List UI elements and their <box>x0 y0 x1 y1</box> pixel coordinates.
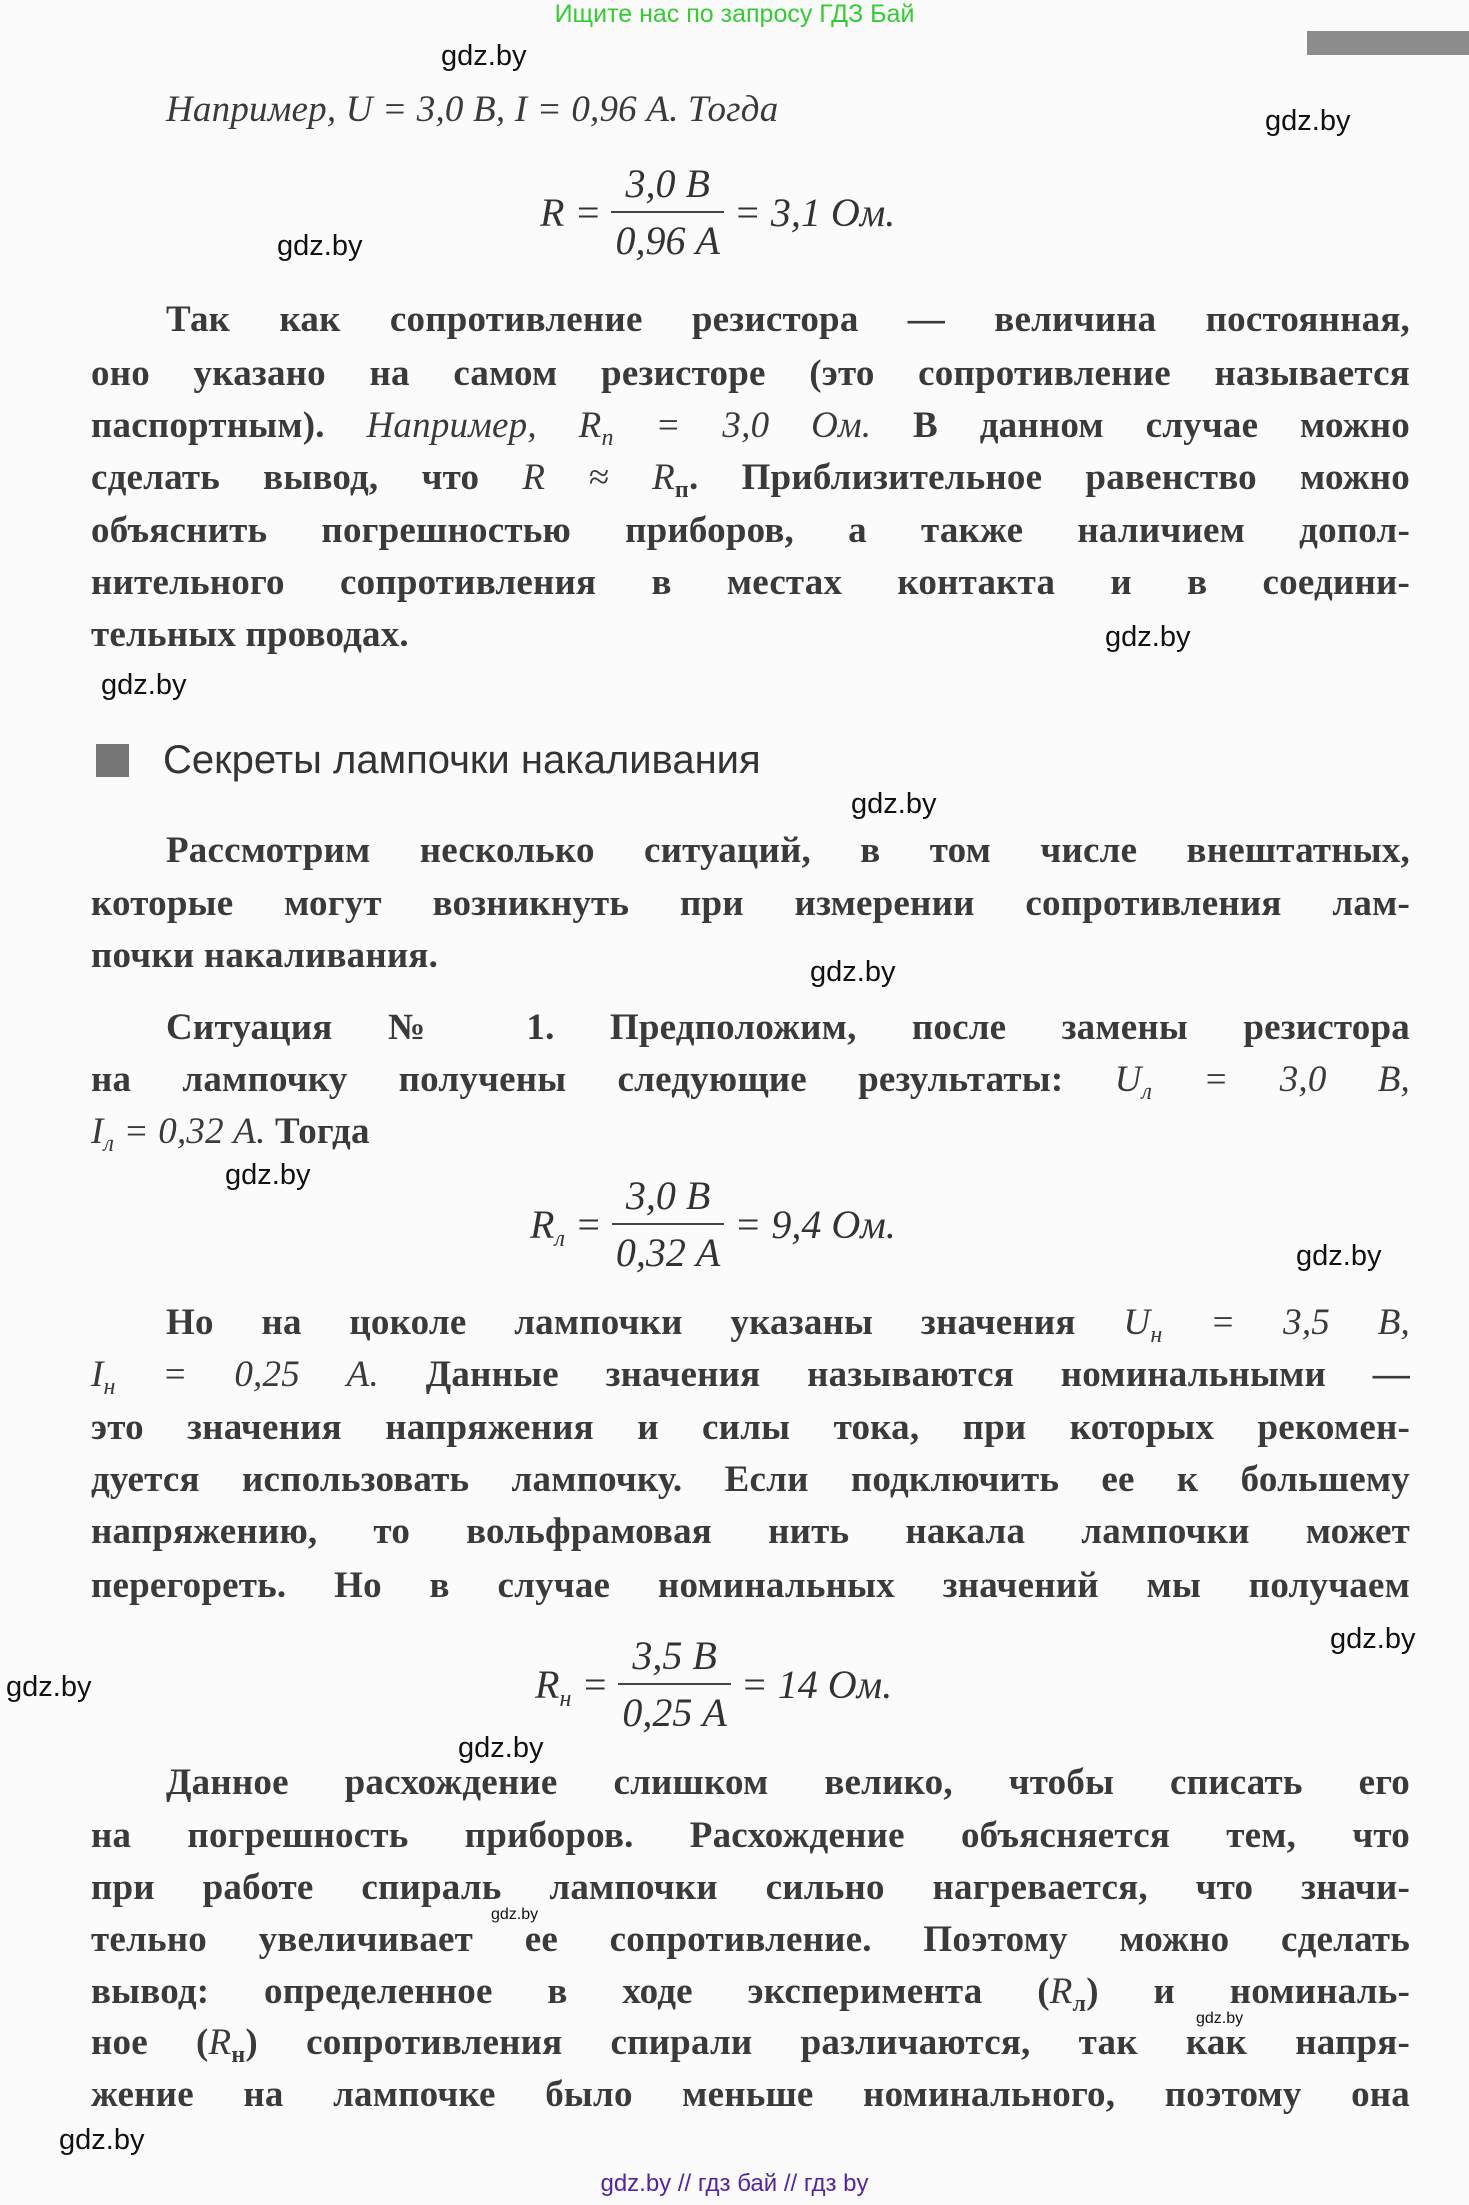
watermark: gdz.by <box>458 1732 544 1764</box>
text-segment: напряжению, то вольфрамовая нить накала лампочки может <box>91 1511 1410 1552</box>
text-segment: п <box>601 425 614 451</box>
text-line <box>166 1006 1410 1050</box>
watermark: gdz.by <box>851 788 937 820</box>
text-segment: которые могут возникнуть при измерении сопротивления лам- <box>91 883 1410 924</box>
heading-square-icon <box>96 744 129 777</box>
text-line <box>91 1110 1410 1157</box>
text-line <box>91 1918 1410 1962</box>
numerator: 3,5 В <box>618 1632 730 1685</box>
formula-rn <box>535 1632 892 1736</box>
text-line <box>91 882 1410 926</box>
formula-lhs: $R_н$ = <box>535 1661 609 1712</box>
formula-r <box>540 160 895 264</box>
text-segment: почки накаливания. <box>91 935 439 976</box>
text-line <box>166 88 1410 132</box>
text-line <box>91 456 1410 503</box>
formula-lhs: R = <box>540 189 602 235</box>
text-segment: жение на лампочке было меньше номинального, поэтому она <box>91 2074 1410 2115</box>
text-segment: = 3,0 Ом. <box>613 405 872 446</box>
watermark: gdz.by <box>277 230 363 262</box>
text-segment: н <box>1150 1322 1163 1348</box>
text-segment: на погрешность приборов. Расхождение объясняется тем, что <box>91 1815 1410 1856</box>
text-line <box>91 1814 1410 1858</box>
denominator: 0,96 А <box>615 218 720 263</box>
text-segment: сделать вывод, что <box>91 457 523 498</box>
formula-rhs: = 9,4 Ом. <box>734 1201 896 1247</box>
text-segment: Данное расхождение слишком велико, чтобы списать его <box>166 1762 1410 1803</box>
watermark: gdz.by <box>59 2124 145 2156</box>
text-line <box>91 561 1410 605</box>
formula-rhs: = 14 Ом. <box>740 1661 893 1707</box>
watermark: gdz.by <box>101 669 187 701</box>
text-line <box>91 1510 1410 1554</box>
text-line <box>91 352 1410 396</box>
text-segment: U <box>1114 1059 1142 1100</box>
text-segment: U <box>1123 1302 1151 1343</box>
text-line <box>91 1866 1410 1910</box>
page-edge-bar <box>1307 31 1469 55</box>
text-segment: Например, R <box>366 405 602 446</box>
watermark: gdz.by <box>810 956 896 988</box>
text-segment: л <box>1141 1079 1153 1105</box>
fraction <box>618 1632 730 1736</box>
text-segment: В данном случае можно <box>871 405 1411 446</box>
text-segment: перегореть. Но в случае номинальных значений мы получаем <box>91 1565 1410 1606</box>
text-segment: л <box>1072 1991 1087 2017</box>
text-segment: . Приблизительное равенство можно <box>688 457 1410 498</box>
fraction <box>611 160 723 264</box>
text-segment: ное ( <box>91 2022 209 2063</box>
text-segment: Ситуация № 1. Предположим, после замены резистора <box>166 1007 1410 1048</box>
text-line <box>91 2073 1410 2117</box>
text-segment: Но на цоколе лампочки указаны значения <box>166 1302 1124 1343</box>
text-segment: это значения напряжения и силы тока, при которых рекомен- <box>91 1407 1410 1448</box>
numerator: 3,0 В <box>612 1172 724 1225</box>
text-line <box>91 404 1411 451</box>
numerator: 3,0 В <box>611 160 723 213</box>
search-banner[interactable]: Ищите нас по запросу ГДЗ Бай <box>554 0 915 28</box>
text-segment: Данные значения называются номинальными — <box>378 1354 1410 1395</box>
text-segment: паспортным). <box>91 405 367 446</box>
text-segment: объяснить погрешностью приборов, а также наличием допол- <box>91 510 1410 551</box>
text-segment: R ≈ R <box>522 457 675 498</box>
text-segment: = 3,5 В, <box>1162 1302 1410 1343</box>
text-line <box>91 509 1410 553</box>
watermark: gdz.by <box>1296 1240 1382 1272</box>
watermark: gdz.by <box>1330 1623 1416 1655</box>
text-segment: ) и номиналь- <box>1086 1971 1410 2012</box>
text-line <box>91 1458 1410 1502</box>
text-segment: дуется использовать лампочку. Если подключить ее к большему <box>91 1459 1410 1500</box>
watermark: gdz.by <box>225 1159 311 1191</box>
watermark: gdz.by <box>1265 105 1351 137</box>
text-segment: на лампочку получены следующие результаты: <box>91 1059 1115 1100</box>
text-segment: л <box>103 1131 115 1157</box>
text-segment: тельных проводах. <box>91 614 409 655</box>
text-segment: тельно увеличивает ее сопротивление. Поэтому можно сделать <box>91 1919 1410 1960</box>
text-segment: п <box>674 477 689 503</box>
text-segment: = 0,32 А. <box>114 1111 266 1152</box>
text-segment: н <box>103 1374 116 1400</box>
text-line <box>91 1564 1410 1608</box>
heading-text: Секреты лампочки накаливания <box>163 738 761 782</box>
text-segment: Например, U = 3,0 В, I = 0,96 А. Тогда <box>166 89 779 130</box>
watermark: gdz.by <box>1196 2010 1244 2027</box>
text-segment: Тогда <box>265 1111 370 1152</box>
denominator: 0,25 А <box>622 1690 727 1735</box>
text-segment: нительного сопротивления в местах контакта и в соедини- <box>91 562 1410 603</box>
text-segment: оно указано на самом резисторе (это сопротивление называется <box>91 353 1410 394</box>
section-heading <box>96 738 761 783</box>
watermark: gdz.by <box>6 1671 92 1703</box>
text-segment: н <box>231 2042 246 2068</box>
text-segment: I <box>91 1111 104 1152</box>
text-segment: R <box>208 2022 232 2063</box>
text-line <box>166 1761 1410 1805</box>
formula-rl <box>530 1172 896 1276</box>
text-segment: R <box>1049 1971 1073 2012</box>
text-line <box>166 298 1410 342</box>
text-line <box>166 829 1410 873</box>
text-line <box>91 613 1410 657</box>
text-line <box>91 1406 1410 1450</box>
watermark: gdz.by <box>491 1906 539 1923</box>
text-line <box>91 934 1410 978</box>
formula-rhs: = 3,1 Ом. <box>733 189 896 235</box>
text-segment: = 0,25 А. <box>115 1354 379 1395</box>
text-segment: Рассмотрим несколько ситуаций, в том числе внештатных, <box>166 830 1410 871</box>
footer-links[interactable]: gdz.by // гдз бай // гдз by <box>600 2170 869 2197</box>
text-line <box>166 1301 1410 1348</box>
text-line <box>91 1970 1410 2017</box>
fraction <box>612 1172 724 1276</box>
text-segment: I <box>91 1354 104 1395</box>
text-segment: = 3,0 В, <box>1152 1059 1410 1100</box>
watermark: gdz.by <box>441 40 527 72</box>
text-line <box>91 1058 1410 1105</box>
watermark: gdz.by <box>1105 621 1191 653</box>
denominator: 0,32 А <box>615 1230 721 1275</box>
text-line <box>91 1353 1410 1400</box>
formula-lhs: $R_л$ = <box>530 1201 602 1252</box>
text-segment: вывод: определенное в ходе эксперимента ( <box>91 1971 1050 2012</box>
text-segment: ) сопротивления спирали различаются, так как напря- <box>245 2022 1411 2063</box>
text-segment: Так как сопротивление резистора — величина постоянная, <box>166 299 1410 340</box>
text-segment: при работе спираль лампочки сильно нагревается, что значи- <box>91 1867 1410 1908</box>
